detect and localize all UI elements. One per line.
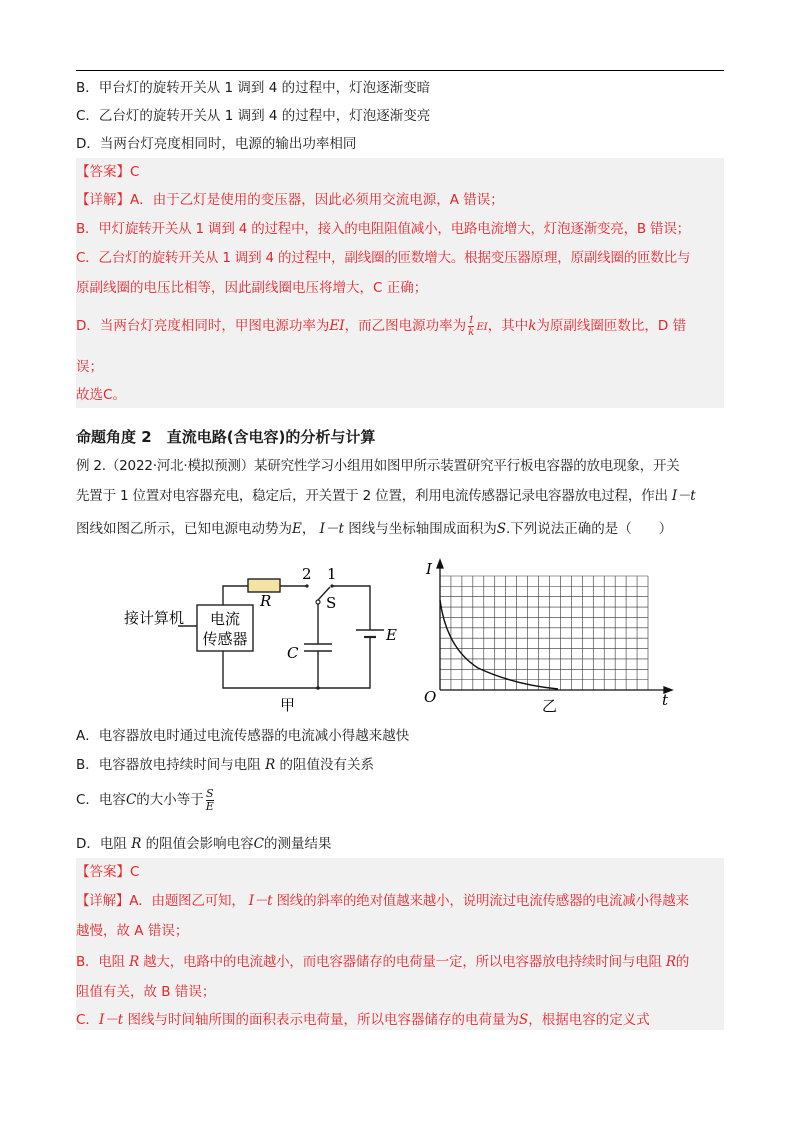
resistor-r: [248, 579, 280, 592]
option-c: C．电容C的大小等于 $\frac{S}{E}$: [76, 786, 214, 813]
caption-jia: 甲: [280, 696, 296, 714]
example-line-1: 例 2.（2022·河北·模拟预测）某研究性学习小组用如图甲所示装置研究平行板电容器的放电现象，开关: [76, 458, 680, 474]
detail-1d: D．当两台灯亮度相同时，甲图电源功率为EI，而乙图电源功率为 $\frac{1}{k}$ EI，其中k为原副线圈匝数比，D 错: [76, 314, 687, 338]
t-axis-label: t: [662, 691, 669, 709]
switch-label: S: [326, 594, 337, 612]
emf-label: E: [386, 626, 397, 644]
detail-2b: B．电阻 R 越大，电路中的电流越小，而电容器储存的电荷量一定，所以电容器放电持续时间与电阻 R的: [76, 954, 690, 970]
answer-label-1: 【答案】C: [76, 164, 140, 180]
switch-pos-2: 2: [302, 565, 312, 583]
option-b: B．电容器放电持续时间与电阻 R 的阻值没有关系: [76, 757, 375, 773]
detail-1d-wrap: 误；: [76, 359, 103, 375]
example-line-2: 先置于 1 位置对电容器充电，稳定后，开关置于 2 位置，利用电流传感器记录电容器放电过程，作出 I－t: [76, 488, 696, 504]
detail-2a-wrap: 越慢，故 A 错误；: [76, 923, 189, 939]
conclusion-1: 故选C。: [76, 387, 126, 403]
decay-curve: [440, 600, 558, 689]
answer-box-2: [76, 858, 724, 1030]
detail-1c: C．乙台灯的旋转开关从 1 调到 4 的过程中，副线圈的匝数增大。根据变压器原理，原副线圈的匝数比与: [76, 250, 691, 266]
circuit-diagram-jia: [120, 560, 410, 715]
detail-1c-wrap: 原副线圈的电压比相等，因此副线圈电压将增大，C 正确；: [76, 280, 428, 296]
option-b-top: B．甲台灯的旋转开关从 1 调到 4 的过程中，灯泡逐渐变暗: [76, 80, 431, 96]
detail-1a: 【详解】A．由于乙灯是使用的变压器，因此必须用交流电源，A 错误；: [76, 192, 504, 208]
section-heading: 命题角度 2 直流电路(含电容)的分析与计算: [76, 428, 376, 446]
it-graph-yi: [418, 556, 683, 714]
header-rule: [76, 70, 724, 71]
detail-2c: C．I－t 图线与时间轴所围的面积表示电荷量，所以电容器储存的电荷量为S，根据电容的定义式: [76, 1012, 650, 1028]
option-c-top: C．乙台灯的旋转开关从 1 调到 4 的过程中，灯泡逐渐变亮: [76, 108, 431, 124]
option-d: D．电阻 R 的阻值会影响电容C的测量结果: [76, 836, 332, 852]
resistor-label: R: [260, 592, 272, 610]
switch-pos-1: 1: [327, 565, 337, 583]
switch-pivot: [316, 600, 320, 604]
sensor-label-1: 电流: [209, 610, 241, 628]
answer-label-2: 【答案】C: [76, 864, 140, 880]
detail-1b: B．甲灯旋转开关从 1 调到 4 的过程中，接入的电阻阻值减小，电路电流增大，灯泡逐渐变亮，B 错误；: [76, 221, 690, 237]
capacitor-label: C: [287, 644, 299, 662]
i-axis-label: I: [426, 560, 432, 578]
example-line-3: 图线如图乙所示，已知电源电动势为E， I－t 图线与坐标轴围成面积为S.下列说法正确的是（ ）: [76, 521, 673, 537]
option-a: A．电容器放电时通过电流传感器的电流减小得越来越快: [76, 728, 410, 744]
detail-2a: 【详解】A．由题图乙可知， I－t 图线的斜率的绝对值越来越小，说明流过电流传感器的电流减小得越来: [76, 893, 689, 909]
i-axis-arrow: [437, 560, 443, 568]
sensor-label-2: 传感器: [202, 630, 248, 648]
caption-yi: 乙: [542, 697, 558, 714]
origin-label: O: [424, 688, 437, 706]
computer-label: 接计算机: [124, 609, 185, 627]
option-d-top: D．当两台灯亮度相同时，电源的输出功率相同: [76, 136, 357, 152]
detail-2b-wrap: 阻值有关，故 B 错误；: [76, 984, 216, 1000]
